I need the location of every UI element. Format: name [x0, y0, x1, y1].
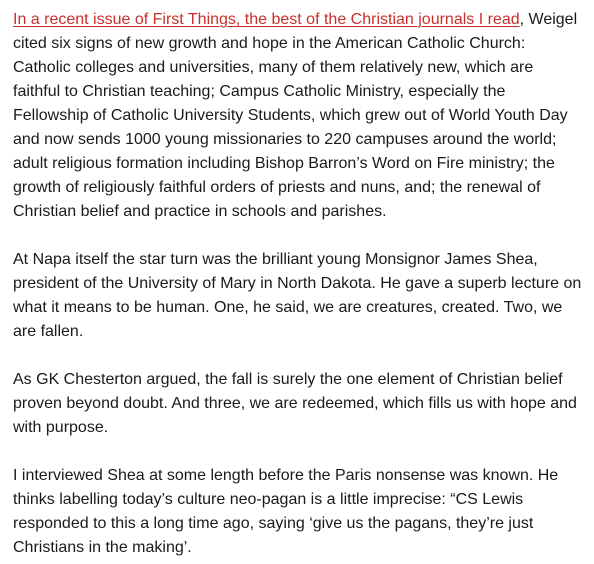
paragraph-1: [13, 8, 584, 224]
first-things-link[interactable]: In a recent issue of First Things, the best of the Christian journals I read: [13, 11, 520, 28]
paragraph-1-text: , Weigel cited six signs of new growth and hope in the American Catholic Church: Catholic colleges and universities, many of them relatively new, which are faithful to Christian teaching; Campus Catholic Ministry, especially the Fellowship of Catholic University Students, which grew out of World Youth Day and now sends 1000 young missionaries to 220 campuses around the world; adult religious formation including Bishop Barron’s Word on Fire ministry; the growth of religiously faithful orders of priests and nuns, and; the renewal of Christian belief and practice in schools and parishes.: [13, 11, 578, 220]
paragraph-4: I interviewed Shea at some length before the Paris nonsense was known. He thinks labelling today’s culture neo-pagan is a little imprecise: “CS Lewis responded to this a long time ago, saying ‘give us the pagans, they’re just Christians in the making’.: [13, 467, 559, 556]
paragraph-3: As GK Chesterton argued, the fall is surely the one element of Christian belief proven beyond doubt. And three, we are redeemed, which fills us with hope and with purpose.: [13, 371, 577, 436]
paragraph-2: At Napa itself the star turn was the brilliant young Monsignor James Shea, president of the University of Mary in North Dakota. He gave a superb lecture on what it means to be human. One, he said, we are creatures, created. Two, we are fallen.: [13, 251, 582, 340]
